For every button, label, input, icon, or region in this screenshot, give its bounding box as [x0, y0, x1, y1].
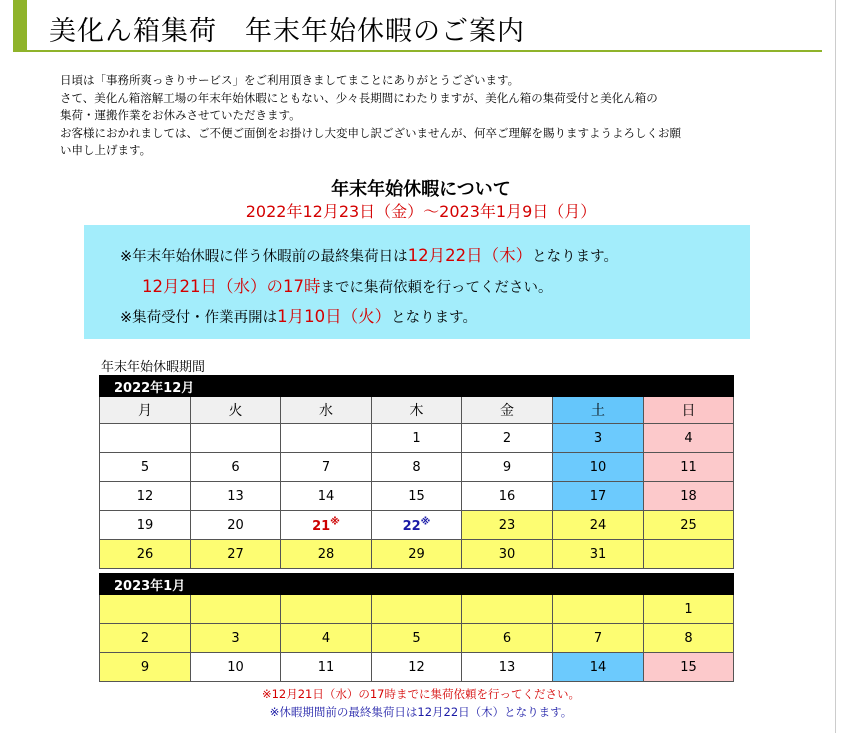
weekday-header-row: [100, 397, 734, 424]
marked-day-number: 21※: [312, 516, 340, 534]
calendar-day: 15: [644, 653, 734, 682]
calendar-day: 31: [553, 540, 644, 569]
weekday-header: 木: [372, 397, 462, 424]
calendar-week-row: [100, 511, 734, 540]
calendar-day: 29: [372, 540, 462, 569]
info-text: となります。: [532, 249, 618, 265]
calendar-day: 17: [553, 482, 644, 511]
intro-line: お客様におかれましては、ご不便ご面倒をお掛けし大変申し訳ございませんが、何卒ご理解を賜りますようよろしくお願: [60, 125, 681, 140]
intro-line: さて、美化ん箱溶解工場の年末年始休暇にともない、少々長期間にわたりますが、美化ん箱の集荷受付と美化ん箱の: [60, 90, 658, 105]
calendar-day: 2: [100, 624, 191, 653]
calendar-day: 13: [191, 482, 281, 511]
calendar-day: 24: [553, 511, 644, 540]
intro-line: い申し上げます。: [60, 143, 152, 158]
calendar-week-row: [100, 453, 734, 482]
calendar-day: [191, 595, 281, 624]
footnote-last-pickup: ※休暇期間前の最終集荷日は12月22日（木）となります。: [269, 705, 573, 719]
weekday-header: 金: [462, 397, 553, 424]
note-mark: ※: [420, 516, 431, 528]
page-right-border: [835, 0, 836, 733]
calendar-day: 3: [553, 424, 644, 453]
title-bar: [13, 0, 822, 52]
calendar-day: [281, 511, 372, 540]
calendar-day: 3: [191, 624, 281, 653]
last-pickup-date: 12月22日（木）: [407, 246, 533, 265]
calendar-day: [372, 511, 462, 540]
info-line-resume: [120, 303, 477, 327]
intro-text: [60, 72, 780, 160]
calendar-day: 4: [644, 424, 734, 453]
calendar-day: 27: [191, 540, 281, 569]
calendar-day: 12: [100, 482, 191, 511]
calendar-day: 11: [644, 453, 734, 482]
calendar-day: 9: [100, 653, 191, 682]
footnote-deadline: ※12月21日（水）の17時までに集荷依頼を行ってください。: [261, 687, 581, 701]
weekday-header: 土: [553, 397, 644, 424]
calendar-day: 13: [462, 653, 553, 682]
calendar-day: 16: [462, 482, 553, 511]
note-mark: ※: [330, 516, 340, 528]
calendar-day: 2: [462, 424, 553, 453]
marked-day-number: 22※: [402, 516, 431, 534]
calendar-day: 1: [644, 595, 734, 624]
calendar-week-row: [100, 653, 734, 682]
calendar-day: 15: [372, 482, 462, 511]
calendar-day: 7: [281, 453, 372, 482]
calendar-day: 28: [281, 540, 372, 569]
calendar-day: 1: [372, 424, 462, 453]
resume-date: 1月10日（火）: [277, 307, 392, 326]
calendar-week-row: [100, 595, 734, 624]
page-title: 美化ん箱集荷 年末年始休暇のご案内: [49, 16, 525, 47]
title-underline: [13, 50, 822, 52]
info-text: となります。: [391, 310, 477, 326]
calendar-day: 30: [462, 540, 553, 569]
calendar-day: [281, 424, 372, 453]
calendar-week-row: [100, 540, 734, 569]
notice-period: 2022年12月23日（金）～2023年1月9日（月）: [245, 202, 597, 221]
calendar-day: [100, 595, 191, 624]
calendar-day: 5: [372, 624, 462, 653]
weekday-header: 水: [281, 397, 372, 424]
calendar-day: 9: [462, 453, 553, 482]
calendar-week-row: [100, 424, 734, 453]
calendar-caption: 年末年始休暇期間: [101, 360, 206, 375]
info-line-last-pickup: [120, 242, 618, 266]
notice-heading: 年末年始休暇について: [331, 179, 511, 200]
calendar-day: [281, 595, 372, 624]
calendar-day: [553, 595, 644, 624]
calendar-day: 14: [281, 482, 372, 511]
weekday-header: 火: [191, 397, 281, 424]
request-deadline: 12月21日（水）の17時: [142, 277, 321, 296]
calendar-week-row: [100, 482, 734, 511]
calendar-day: 12: [372, 653, 462, 682]
calendar-day: 6: [462, 624, 553, 653]
info-box: [84, 225, 750, 339]
weekday-header: 月: [100, 397, 191, 424]
calendar-december: [99, 375, 734, 569]
calendar-day: 7: [553, 624, 644, 653]
month-header: [100, 574, 734, 595]
calendar-day: 10: [553, 453, 644, 482]
calendar-day: 25: [644, 511, 734, 540]
weekday-header: 日: [644, 397, 734, 424]
calendar-day: 14: [553, 653, 644, 682]
calendar-week-row: [100, 624, 734, 653]
month-label: 2022年12月: [100, 376, 734, 397]
calendar-day: [462, 595, 553, 624]
intro-line: 日頃は「事務所爽っきりサービス」をご利用頂きましてまことにありがとうございます。: [60, 73, 520, 87]
calendar-day: 5: [100, 453, 191, 482]
info-line-deadline: [142, 273, 553, 297]
calendar-day: 23: [462, 511, 553, 540]
calendar-day: [644, 540, 734, 569]
calendar-day: 20: [191, 511, 281, 540]
info-text: までに集荷依頼を行ってください。: [320, 280, 553, 296]
calendar-day: [100, 424, 191, 453]
calendar-day: 18: [644, 482, 734, 511]
calendar-day: 6: [191, 453, 281, 482]
calendar-day: [191, 424, 281, 453]
month-label: 2023年1月: [100, 574, 734, 595]
calendar-january: [99, 573, 734, 682]
intro-line: 集荷・運搬作業をお休みさせていただきます。: [60, 108, 301, 123]
info-text: ※年末年始休暇に伴う休暇前の最終集荷日は: [120, 249, 408, 265]
calendar-day: 11: [281, 653, 372, 682]
month-header: [100, 376, 734, 397]
calendar-day: 10: [191, 653, 281, 682]
title-accent-bar: [13, 0, 27, 52]
calendar-day: [372, 595, 462, 624]
calendar-day: 26: [100, 540, 191, 569]
calendar-day: 8: [372, 453, 462, 482]
calendar-day: 4: [281, 624, 372, 653]
info-text: ※集荷受付・作業再開は: [120, 310, 278, 326]
calendar-day: 8: [644, 624, 734, 653]
calendar-day: 19: [100, 511, 191, 540]
